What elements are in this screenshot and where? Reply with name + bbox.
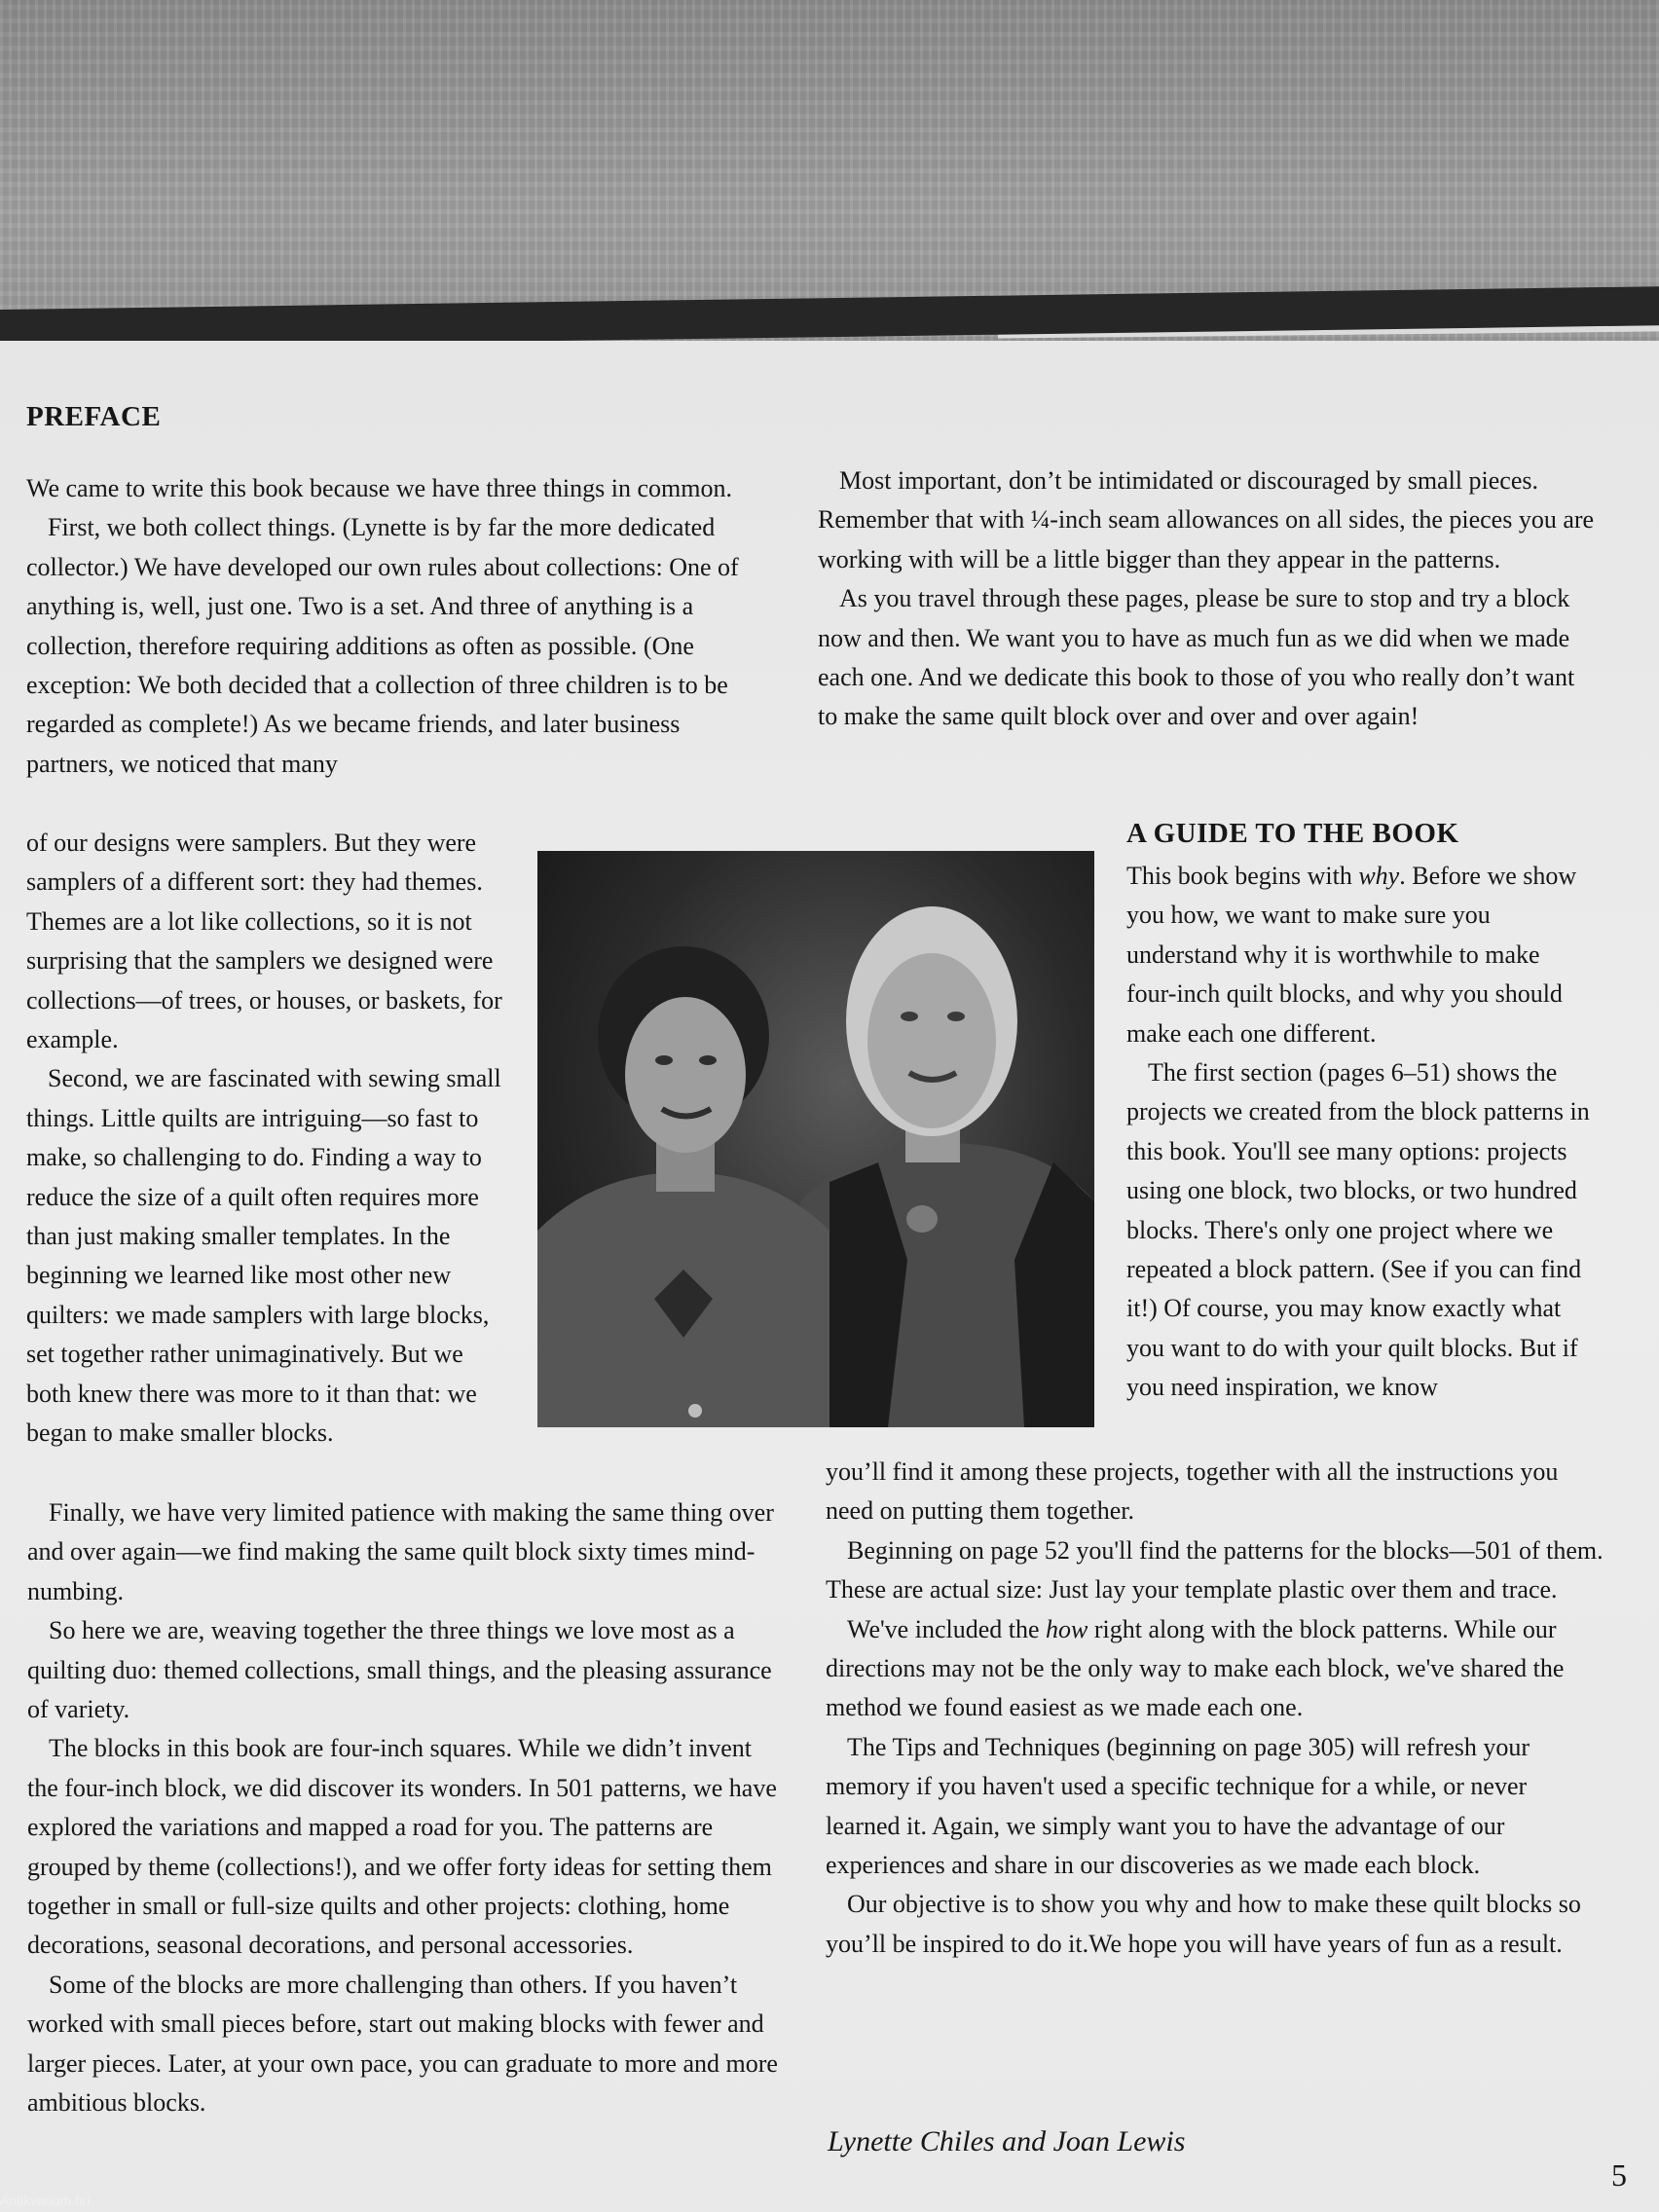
preface-paragraph-2-cont: of our designs were samplers. But they were samplers of a different sort: they had themes. Themes are a lot like collections, so it is not surprising that the samplers we designed were collections—of trees, or houses, or baskets, for example. [26,829,502,1054]
preface-column-narrow [26,824,513,1454]
authors-photo [537,851,1094,1427]
watermark: Antikvarium.hu [0,2193,91,2208]
book-page [0,341,1659,2212]
authors-photo-illustration [537,851,1094,1427]
guide-paragraph-4: We've included the how right along with the block patterns. While our directions may not be the only way to make each block, we've shared the method we found easiest as we made each one. [826,1614,1565,1722]
page-number: 5 [1611,2157,1627,2193]
guide-paragraph-1: This book begins with why. Before we show you how, we want to make sure you understand why it is worthwhile to make four-inch quilt blocks, and why you should make each one different. [1126,862,1577,1048]
preface-paragraph-6: The blocks in this book are four-inch squares. While we didn’t invent the four-inch block, we did discover its wonders. In 501 patterns, we have explored the variations and mapped a road for you. The patterns are grouped by theme (collections!), and we offer forty ideas for setting them together in small or full-size quilts and other projects: clothing, home decorations, seasonal decorations, and personal accessories. [27,1734,777,1960]
guide-paragraph-2-cont: you’ll find it among these projects, together with all the instructions you need on putting them together. [826,1457,1559,1526]
guide-paragraph-6: Our objective is to show you why and how to make these quilt blocks so you’ll be inspired to do it.We hope you will have years of fun as a result. [826,1890,1581,1958]
preface-paragraph-2: First, we both collect things. (Lynette is by far the more dedicated collector.) We have developed our own rules about collections: One of anything is, well, just one. Two is a set. And three of anything is a collection, therefore requiring additions as often as possible. (One exception: We both decided that a collection of three children is to be regarded as complete!) As we became friends, and later business partners, we noticed that many [26,513,739,778]
preface-paragraph-5: So here we are, weaving together the three things we love most as a quilting duo: themed collections, small things, and the pleasing assurance of variety. [27,1616,772,1724]
right-column-top [818,461,1597,737]
guide-paragraph-5: The Tips and Techniques (beginning on page 305) will refresh your memory if you haven't used a specific technique for a while, or never learned it. Again, we simply want you to have the advantage of our experiences and share in our discoveries as we made each block. [826,1732,1530,1880]
right-paragraph-1: Most important, don’t be intimidated or discouraged by small pieces. Remember that with ¼-inch seam allowances on all sides, the pieces you are working with will be a little bigger than they appear in the patterns. [818,466,1595,573]
preface-paragraph-3: Second, we are fascinated with sewing small things. Little quilts are intriguing—so fast to make, so challenging to do. Finding a way to reduce the size of a quilt often requires more than just making smaller templates. In the beginning we learned like most other new quilters: we made samplers with large blocks, set together rather unimaginatively. But we both knew there was more to it than that: we began to make smaller blocks. [26,1064,501,1448]
guide-column-bottom [826,1453,1604,1964]
guide-column-narrow [1126,857,1594,1408]
authors-signature: Lynette Chiles and Joan Lewis [828,2125,1186,2157]
preface-title: PREFACE [26,401,162,432]
preface-paragraph-4: Finally, we have very limited patience with making the same thing over and over again—we find making the same quilt block sixty times mind-numbing. [27,1498,774,1605]
preface-paragraph-7: Some of the blocks are more challenging than others. If you haven’t worked with small pieces before, start out making blocks with fewer and larger pieces. Later, at your own pace, you can graduate to more and more ambitious blocks. [27,1970,778,2118]
preface-paragraph-1: We came to write this book because we have three things in common. [26,474,732,502]
guide-title: A GUIDE TO THE BOOK [1126,818,1459,849]
guide-paragraph-3: Beginning on page 52 you'll find the patterns for the blocks—501 of them. These are actual size: Just lay your template plastic over them and trace. [826,1535,1604,1604]
guide-paragraph-2: The first section (pages 6–51) shows the projects we created from the block patterns in this book. You'll see many options: projects using one block, two blocks, or two hundred blocks. There's only one project where we repeated a block pattern. (See if you can find it!) Of course, you may know exactly what you want to do with your quilt blocks. But if you need inspiration, we know [1126,1058,1590,1402]
preface-column-top [26,469,771,784]
right-paragraph-2: As you travel through these pages, please be sure to stop and try a block now and then. We want you to have as much fun as we did when we made each one. And we dedicate this book to those of you who really don’t want to make the same quilt block over and over and over again! [818,584,1575,731]
preface-column-bottom [27,1493,782,2123]
